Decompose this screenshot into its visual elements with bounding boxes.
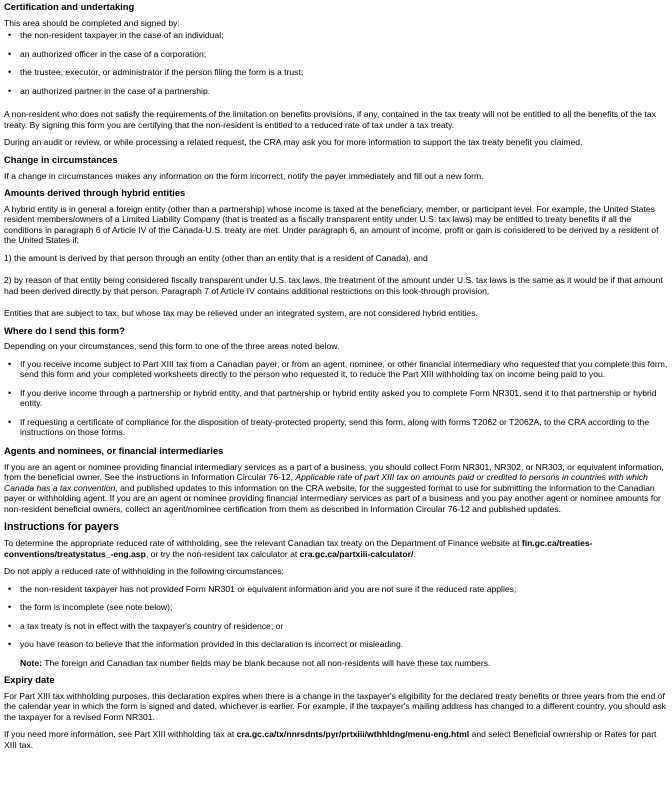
hybrid-section — [4, 188, 668, 319]
certification-paragraph: During an audit or review, or while processing a related request, the CRA may ask you for more information to support the tax treaty benefit you claimed. — [4, 137, 583, 148]
payers-note — [4, 658, 668, 668]
where-list — [4, 359, 668, 438]
payers-text: , or try the non-resident tax calculator at — [145, 548, 300, 559]
expiry-paragraph — [4, 729, 668, 750]
list-item: • If you receive income subject to Part XIII tax from a Canadian payer, or from an agent, nominee, or other financial intermediary who requested that you complete this form, send this form and your completed worksheets directly to the person who requested it, to reduce the Part XIII withholding tax on income being paid to you. — [4, 359, 668, 380]
hybrid-paragraph: A hybrid entity is in general a foreign entity (other than a partnership) whose income is taxed at the beneficiary, member, or participant level. For example, the United States resident members/owners of a Limited Liability Company (that is treated as a fiscally transparent entity under U.S. tax laws) may be entitled to treaty benefits if all the conditions in paragraph 6 of Article IV of the Canada-U.S. treaty are met. Under paragraph 6, an amount of income, profit or gain is considered to be derived by a resident of the United States if; — [4, 203, 659, 246]
list-item: • the trustee, executor, or administrator if the person filing the form is a trust; — [4, 67, 668, 77]
hybrid-heading: Amounts derived through hybrid entities — [4, 186, 186, 198]
certification-intro: This area should be completed and signed by: — [4, 17, 180, 28]
hybrid-paragraph: Entities that are subject to tax, but whose tax may be relieved under an integrated system, are not considered hybrid entities. — [4, 308, 478, 319]
certification-list — [4, 30, 668, 96]
payers-heading: Instructions for payers — [4, 521, 119, 534]
where-section — [4, 326, 668, 438]
list-item: • the non-resident taxpayer in the case of an individual; — [4, 30, 668, 40]
list-item: • the non-resident taxpayer has not provided Form NR301 or equivalent information and you are not sure if the reduced rate applies; — [4, 584, 668, 594]
payers-paragraph — [4, 538, 668, 559]
list-item: • an authorized officer in the case of a corporation; — [4, 49, 668, 59]
list-item: • a tax treaty is not in effect with the taxpayer's country of residence; or — [4, 621, 668, 631]
expiry-text: If you need more information, see Part XIII withholding tax at — [4, 729, 237, 740]
hybrid-condition-2: 2) by reason of that entity being considered fiscally transparent under U.S. tax laws, the treatment of the amount under U.S. tax laws is the same as it would be if that amount had been derived directly by that person. Paragraph 7 of Article IV contains additional restrictions on this look-through provision. — [4, 275, 663, 296]
payers-section — [4, 521, 668, 668]
note-text: The foreign and Canadian tax number fields may be blank because not all non-residents will have these tax numbers. — [41, 657, 491, 668]
list-item: • the form is incomplete (see note below); — [4, 602, 668, 612]
expiry-heading: Expiry date — [4, 674, 55, 686]
certification-section — [4, 2, 668, 148]
certification-paragraph: A non-resident who does not satisfy the requirements of the limitation on benefits provisions, if any, contained in the tax treaty will not be entitled to all the benefits of the tax treaty. By signing this form you are certifying that the non-resident is entitled to a reduced rate of tax under a tax treaty. — [4, 109, 656, 130]
certification-heading: Certification and undertaking — [4, 1, 135, 12]
agents-heading: Agents and nominees, or financial intermediaries — [4, 444, 224, 456]
list-item: • an authorized partner in the case of a partnership. — [4, 86, 668, 96]
calculator-link[interactable]: cra.gc.ca/partxiii-calculator/ — [299, 548, 414, 559]
where-heading: Where do I send this form? — [4, 324, 125, 336]
payers-text: . — [413, 548, 416, 559]
change-heading: Change in circumstances — [4, 153, 118, 165]
agents-section — [4, 446, 668, 514]
agents-text: , and published updates to this information on the CRA website, for the suggested format to use for submitting the information to the Canadian payer or withholding agent. If you are an agent or nominee providing financial intermediary services as part of a business and you pay another agent or nominee amounts for non-resident beneficial owners, collect an agent/nominee certification from them as described in Information Circular 76-12 and published updates. — [4, 482, 661, 514]
payers-text: To determine the appropriate reduced rate of withholding, see the relevant Canadian tax treaty on the Department of Finance website at — [4, 538, 522, 549]
list-item: • If requesting a certificate of compliance for the disposition of treaty-protected property, send this form, along with forms T2062 or T2062A, to the CRA according to the instructions on those forms. — [4, 417, 668, 438]
expiry-section — [4, 675, 668, 750]
expiry-text: and select Beneficial ownership or Rates for part XIII tax. — [4, 729, 657, 750]
list-item: • If you derive income through a partnership or hybrid entity, and that partnership or hybrid entity asked you to complete Form NR301, send it to that partnership or hybrid entity. — [4, 388, 668, 409]
circular-title: Applicable rate of part XIII tax on amounts paid or credited to persons in countries with which Canada has a tax convention — [4, 472, 648, 493]
payers-list — [4, 584, 668, 650]
change-paragraph: If a change in circumstances makes any information on the form incorrect, notify the payer immediately and fill out a new form. — [4, 170, 484, 181]
change-section — [4, 155, 668, 181]
hybrid-condition-1: 1) the amount is derived by that person through an entity (other than an entity that is a resident of Canada), and — [4, 252, 428, 263]
expiry-paragraph: For Part XIII tax withholding purposes, this declaration expires when there is a change in the taxpayer's eligibility for the declared treaty benefits or three years from the end of the calendar year in which the form is signed and dated, whichever is earlier. For example, if the taxpayer's mailing address has changed to a different country, you should ask the taxpayer for a revised Form NR301. — [4, 690, 666, 722]
payers-paragraph: Do not apply a reduced rate of withholding in the following circumstances: — [4, 566, 284, 577]
finance-website-link[interactable]: fin.gc.ca/treaties-conventions/treatystatus_-eng.asp — [4, 538, 593, 559]
where-intro: Depending on your circumstances, send this form to one of the three areas noted below. — [4, 341, 340, 352]
note-label: Note: — [20, 657, 42, 668]
withholding-tax-link[interactable]: cra.gc.ca/tx/nnrsdnts/pyr/prtxiii/wthhldng/menu-eng.html — [236, 729, 470, 740]
agents-paragraph — [4, 462, 668, 514]
agents-text: If you are an agent or nominee providing financial intermediary services as a part of a business, you should collect Form NR301, NR302, or NR303, or equivalent information, from the beneficial owner. See the instructions in Information Circular 76-12, — [4, 461, 664, 483]
list-item: • you have reason to believe that the information provided in this declaration is incorrect or misleading. — [4, 639, 668, 649]
